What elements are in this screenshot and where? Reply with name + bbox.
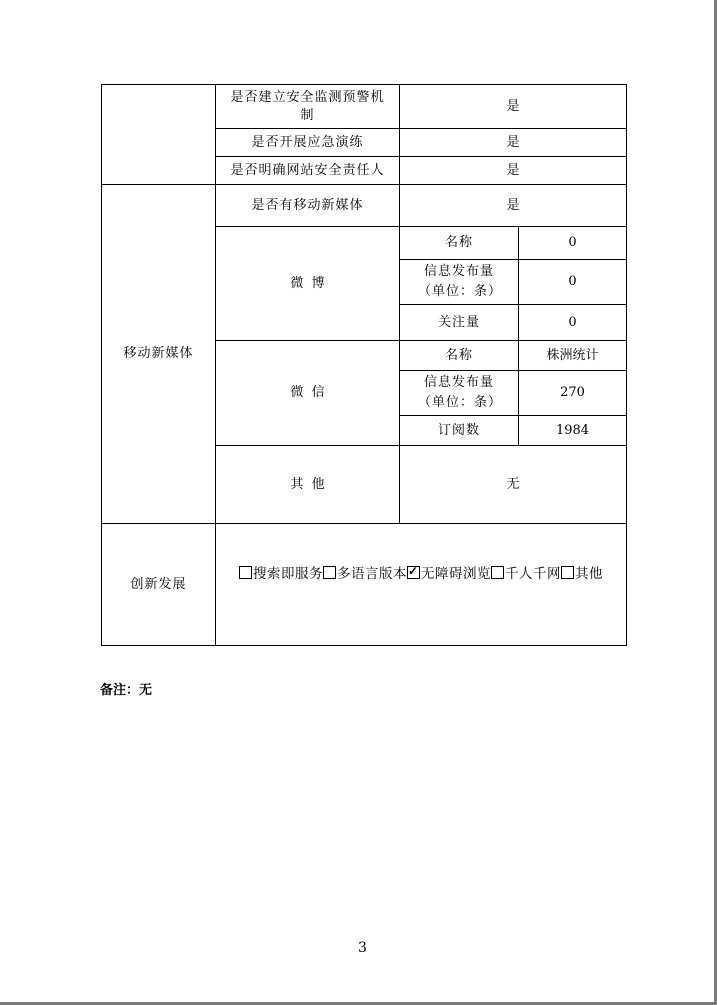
empty-cell bbox=[101, 84, 216, 185]
monitoring-value: 是 bbox=[399, 84, 627, 129]
innovation-option-label: 多语言版本 bbox=[337, 566, 407, 582]
innovation-option-label: 无障碍浏览 bbox=[421, 566, 491, 582]
weibo-posts-label: 信息发布量（单位：条） bbox=[399, 259, 519, 305]
innovation-option-label: 其他 bbox=[575, 566, 603, 582]
wechat-posts-label: 信息发布量（单位：条） bbox=[399, 370, 519, 416]
innovation-option[interactable] bbox=[323, 564, 407, 584]
drill-label: 是否开展应急演练 bbox=[215, 128, 400, 157]
checkbox-icon[interactable] bbox=[323, 566, 336, 579]
other-value: 无 bbox=[399, 445, 627, 524]
new-media-section-label: 移动新媒体 bbox=[101, 184, 216, 524]
other-label: 其 他 bbox=[215, 445, 400, 524]
innovation-label: 创新发展 bbox=[101, 523, 216, 646]
owner-value: 是 bbox=[399, 156, 627, 185]
innovation-option[interactable] bbox=[491, 564, 561, 584]
note: 备注：无 bbox=[100, 683, 153, 698]
monitoring-label: 是否建立安全监测预警机制 bbox=[215, 84, 400, 129]
page-number: 3 bbox=[358, 940, 367, 956]
wechat-subs-label: 订阅数 bbox=[399, 415, 519, 446]
drill-value: 是 bbox=[399, 128, 627, 157]
checkbox-icon[interactable] bbox=[239, 566, 252, 579]
innovation-options bbox=[215, 523, 627, 646]
weibo-name-label: 名称 bbox=[399, 226, 519, 260]
wechat-name-label: 名称 bbox=[399, 340, 519, 371]
has-new-media-label: 是否有移动新媒体 bbox=[215, 184, 400, 227]
innovation-option-label: 千人千网 bbox=[505, 566, 561, 582]
weibo-follow-label: 关注量 bbox=[399, 304, 519, 341]
weibo-follow-value: 0 bbox=[518, 304, 627, 341]
wechat-name-value: 株洲统计 bbox=[518, 340, 627, 371]
weibo-posts-value: 0 bbox=[518, 259, 627, 305]
innovation-option-label: 搜索即服务 bbox=[253, 566, 323, 582]
checked-checkbox-icon[interactable] bbox=[407, 566, 420, 579]
weibo-label: 微 博 bbox=[215, 226, 400, 341]
checkbox-icon[interactable] bbox=[491, 566, 504, 579]
weibo-name-value: 0 bbox=[518, 226, 627, 260]
wechat-posts-value: 270 bbox=[518, 370, 627, 416]
has-new-media-value: 是 bbox=[399, 184, 627, 227]
owner-label: 是否明确网站安全责任人 bbox=[215, 156, 400, 185]
innovation-option[interactable] bbox=[239, 564, 323, 584]
wechat-label: 微 信 bbox=[215, 340, 400, 446]
checkbox-icon[interactable] bbox=[561, 566, 574, 579]
innovation-option[interactable] bbox=[561, 564, 603, 584]
wechat-subs-value: 1984 bbox=[518, 415, 627, 446]
innovation-option[interactable] bbox=[407, 564, 491, 584]
